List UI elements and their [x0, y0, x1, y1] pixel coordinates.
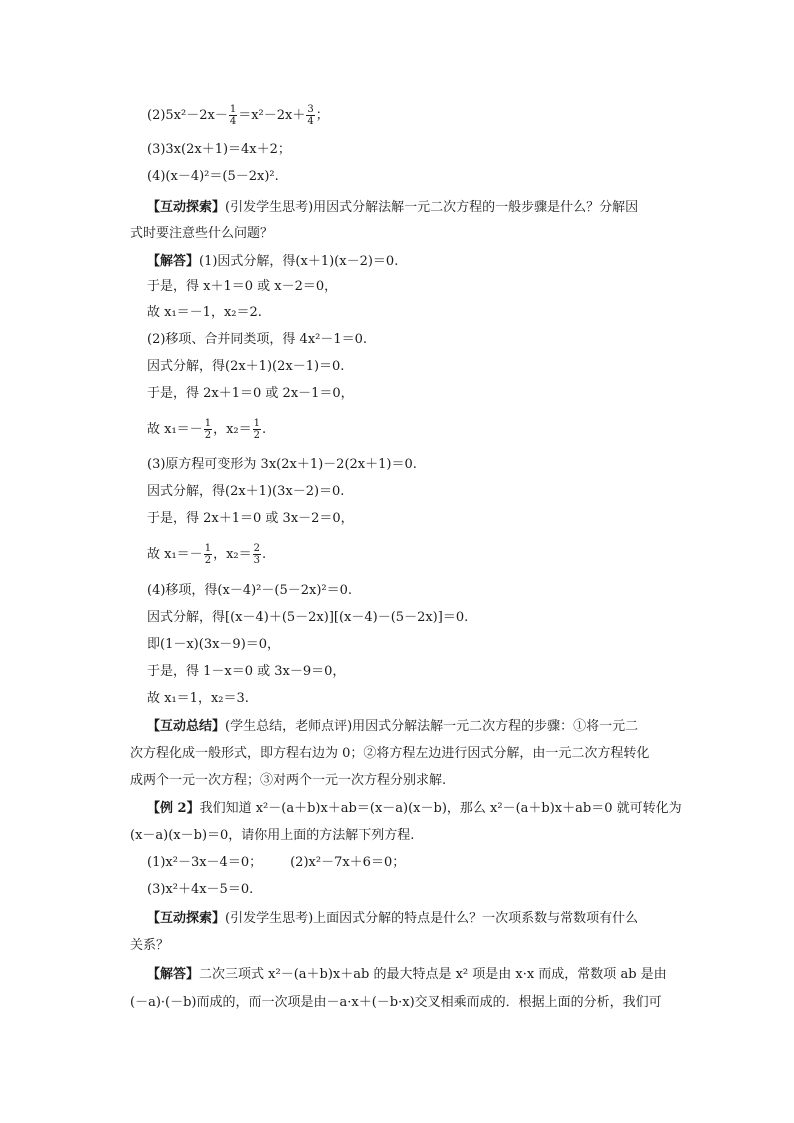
explore-1-line-a: 【互动探索】(引发学生思考)用因式分解法解一元二次方程的一般步骤是什么？分解因	[147, 200, 639, 215]
answer-4-line-5: 故 x₁＝1，x₂＝3.	[147, 691, 249, 706]
answer-4-line-1: (4)移项，得(x－4)²－(5－2x)²＝0.	[147, 583, 353, 598]
answer-4-line-3: 即(1－x)(3x－9)＝0，	[147, 637, 281, 652]
example-2-line-a: 【例 2】我们知道 x²－(a＋b)x＋ab＝(x－a)(x－b)，那么 x²－(a＋b)x＋ab＝0 就可转化为	[147, 801, 682, 816]
answer-2-intro-line-a: 【解答】二次三项式 x²－(a＋b)x＋ab 的最大特点是 x² 项是由 x·x 而成，常数项 ab 是由	[147, 967, 667, 982]
fraction-3-4: $\frac{3}{4}$	[307, 104, 314, 127]
answer-2-line-1: (2)移项、合并同类项，得 4x²－1＝0.	[147, 332, 368, 347]
summary-line-b: 次方程化成一般形式，即方程右边为 0；②将方程左边进行因式分解，由一元二次方程转化	[130, 746, 650, 761]
example-2-problems-row	[147, 853, 647, 873]
answer-2-tag: 【解答】	[147, 967, 200, 982]
fraction-1-2-c: $\frac{1}{2}$	[204, 543, 212, 566]
fraction-1-2: $\frac{1}{2}$	[204, 418, 212, 441]
answer-1-tag: 【解答】	[147, 254, 200, 269]
answer-4-line-2: 因式分解，得[(x－4)＋(5－2x)][(x－4)－(5－2x)]＝0.	[147, 610, 469, 625]
answer-3-line-2: 因式分解，得(2x＋1)(3x－2)＝0.	[147, 484, 345, 499]
explore-2-line-b: 关系？	[130, 938, 170, 953]
summary-tag: 【互动总结】	[147, 719, 226, 734]
summary-line-c: 成两个一元一次方程；③对两个一元一次方程分别求解.	[130, 773, 447, 788]
answer-1-line-2: 于是，得 x＋1＝0 或 x－2＝0，	[147, 279, 338, 294]
problem-3: (3)3x(2x＋1)＝4x＋2；	[147, 142, 291, 157]
problem-2: (2)5x²－2x－ $\frac{1}{4}$ ＝x²－2x＋ $\frac{3}{4}$ ；	[147, 104, 329, 127]
problem-4: (4)(x－4)²＝(5－2x)².	[147, 169, 279, 184]
summary-line-a: 【互动总结】(学生总结，老师点评)用因式分解法解一元二次方程的步骤：①将一元二	[147, 719, 639, 734]
fraction-1-2-b: $\frac{1}{2}$	[253, 418, 260, 441]
answer-3-line-1: (3)原方程可变形为 3x(2x＋1)－2(2x＋1)＝0.	[147, 457, 417, 472]
answer-1-line-3: 故 x₁＝－1，x₂＝2.	[147, 305, 262, 320]
answer-2-line-3: 于是，得 2x＋1＝0 或 2x－1＝0，	[147, 386, 354, 401]
explore-1-tag: 【互动探索】	[147, 200, 226, 215]
answer-3-line-4: 故 x₁＝－ $\frac{1}{2}$ ，x₂＝ $\frac{2}{3}$ .	[147, 543, 267, 566]
fraction-2-3: $\frac{2}{3}$	[253, 543, 260, 566]
example-2-tag: 【例 2】	[147, 801, 200, 816]
example-2-problem-1: (1)x²－3x－4＝0；	[147, 855, 263, 870]
explore-2-tag: 【互动探索】	[147, 911, 226, 926]
answer-4-line-4: 于是，得 1－x＝0 或 3x－9＝0，	[147, 664, 346, 679]
answer-2-line-2: 因式分解，得(2x＋1)(2x－1)＝0.	[147, 359, 345, 374]
explore-2-line-a: 【互动探索】(引发学生思考)上面因式分解的特点是什么？一次项系数与常数项有什么	[147, 911, 639, 926]
explore-1-line-b: 式时要注意些什么问题？	[130, 226, 274, 241]
answer-1-line-1: 【解答】(1)因式分解，得(x＋1)(x－2)＝0.	[147, 254, 399, 269]
answer-3-line-3: 于是，得 2x＋1＝0 或 3x－2＝0，	[147, 511, 354, 526]
answer-2-intro-line-b: (－a)·(－b)而成的，而一次项是由－a·x＋(－b·x)交叉相乘而成的．根据上面的分析，我们可	[130, 995, 662, 1010]
example-2-line-b: (x－a)(x－b)＝0，请你用上面的方法解下列方程.	[130, 828, 415, 843]
example-2-problem-3: (3)x²＋4x－5＝0.	[147, 882, 254, 897]
example-2-problem-2: (2)x²－7x＋6＝0；	[290, 855, 406, 870]
answer-2-line-4: 故 x₁＝－ $\frac{1}{2}$ ，x₂＝ $\frac{1}{2}$ .	[147, 418, 267, 441]
fraction-1-4: $\frac{1}{4}$	[229, 104, 237, 127]
